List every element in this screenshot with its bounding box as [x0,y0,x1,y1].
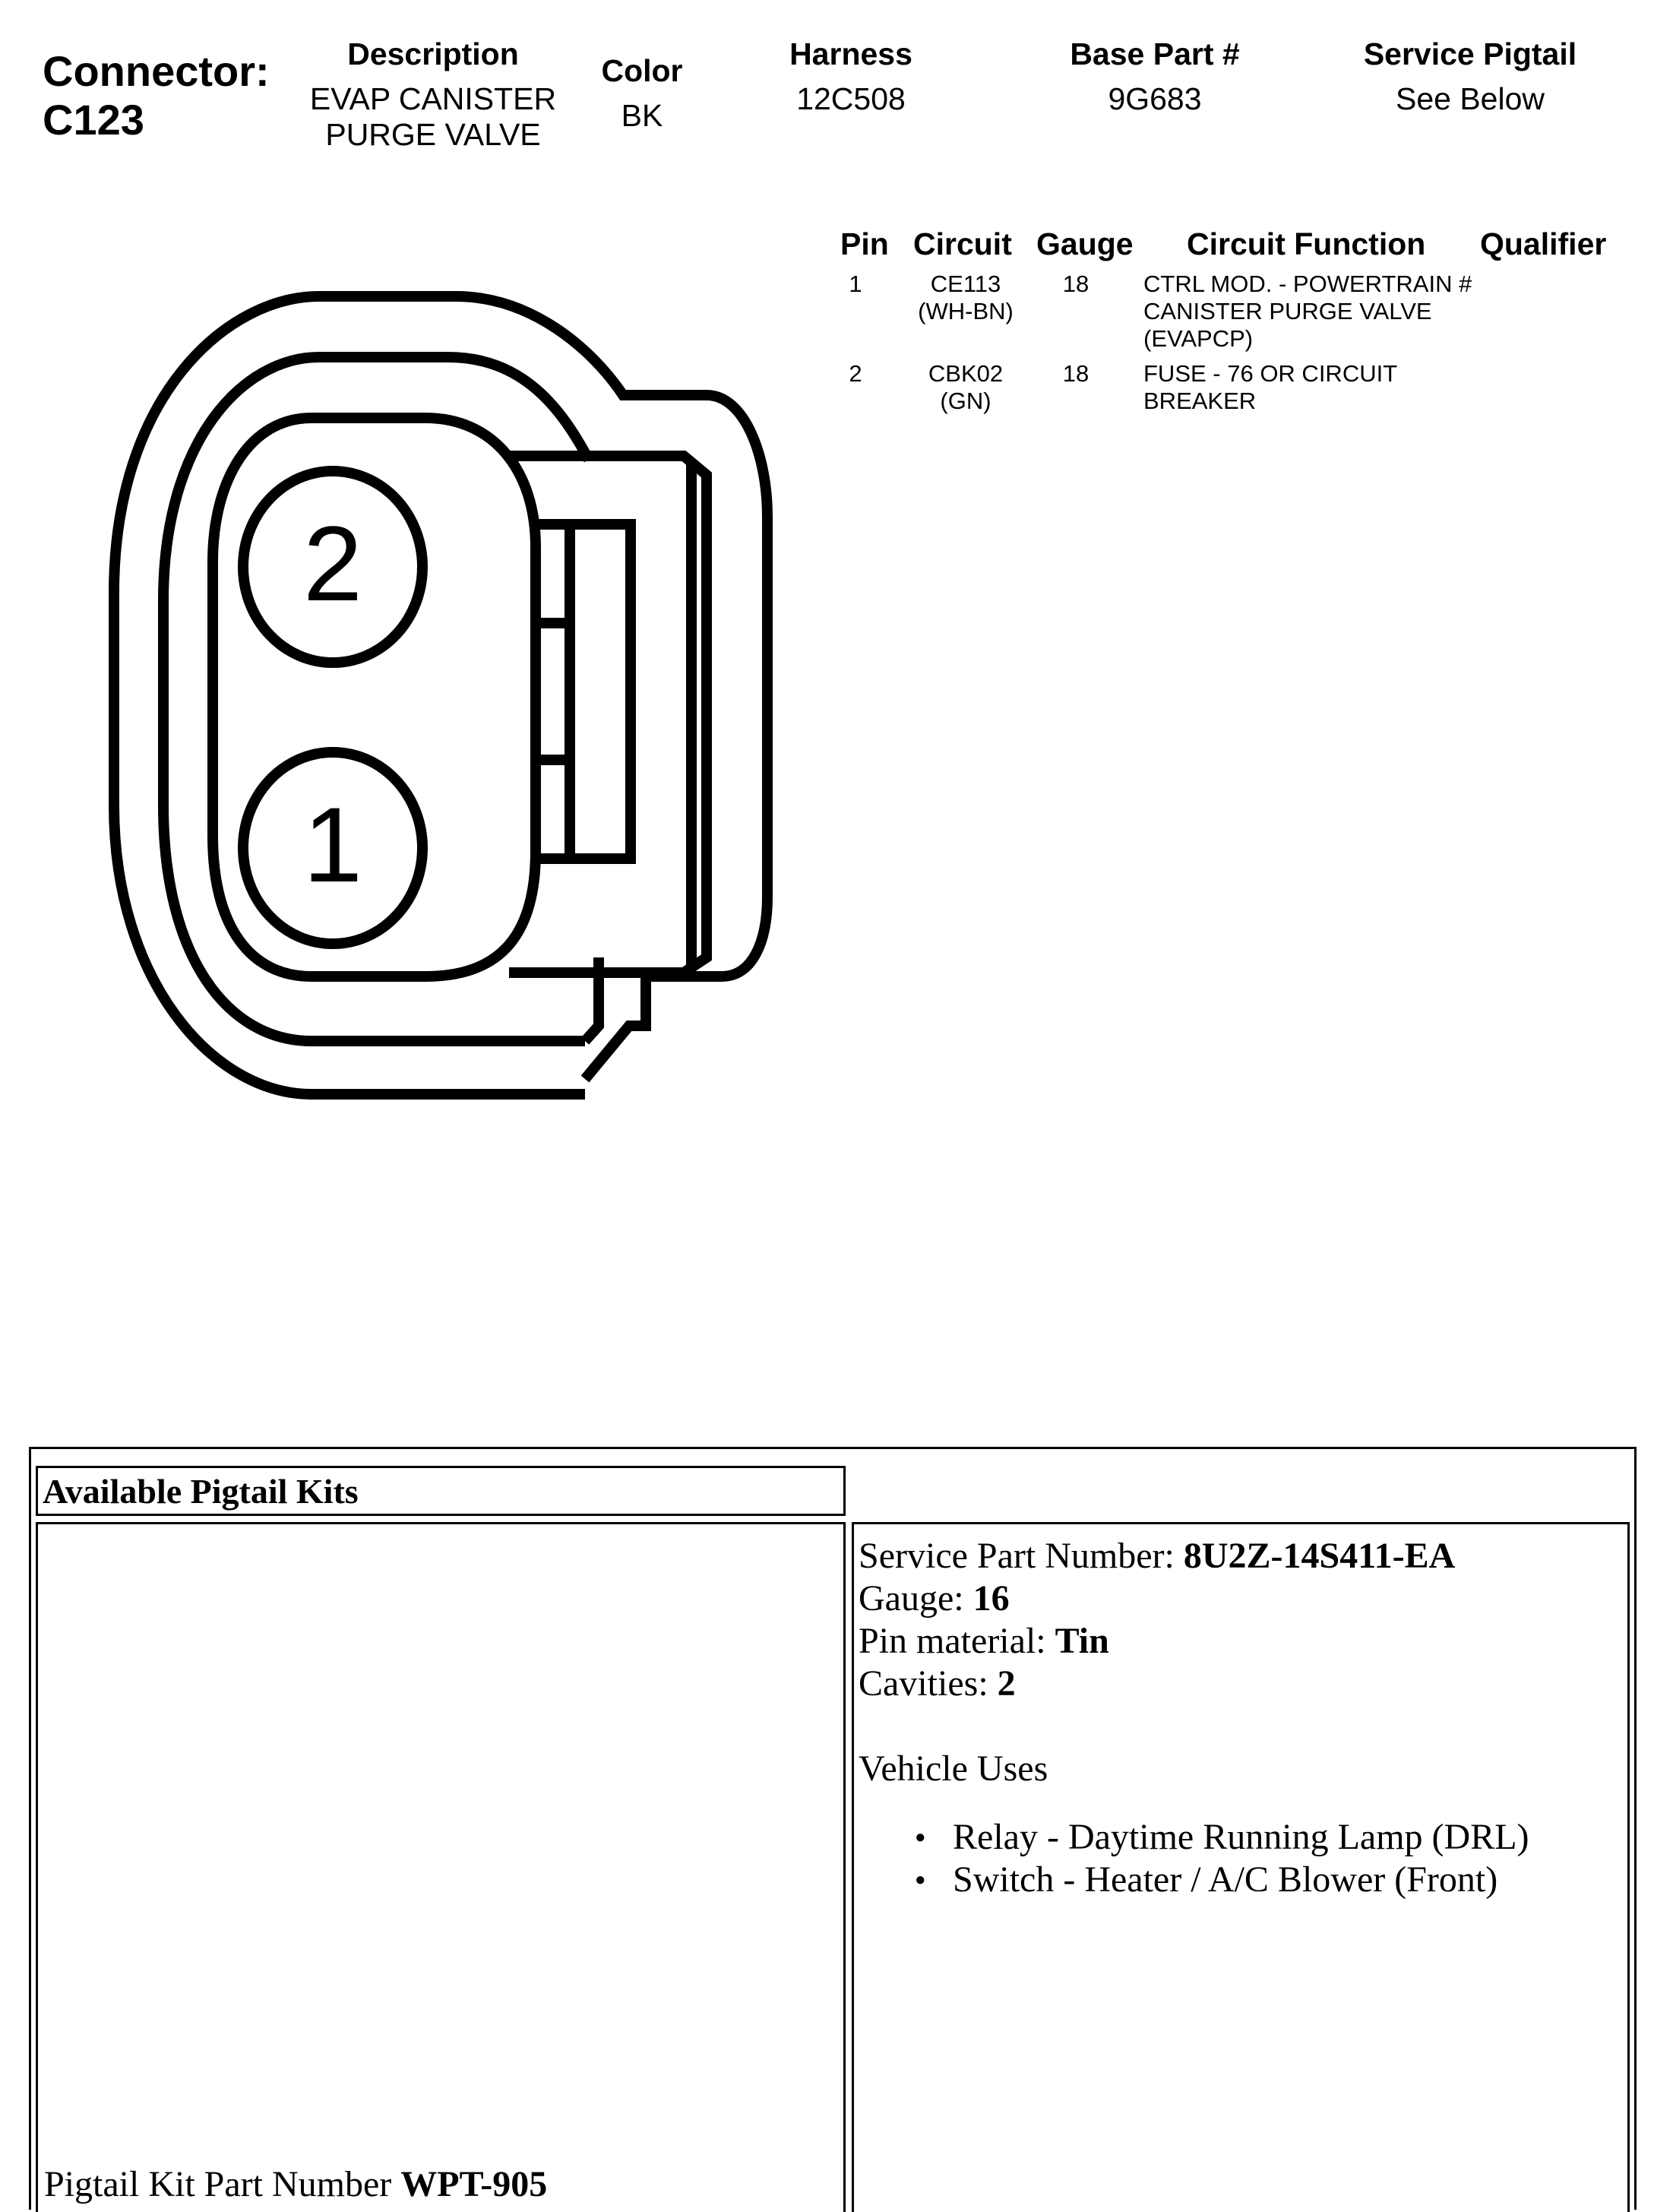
pigtail-kits-heading: Available Pigtail Kits [36,1466,846,1516]
base-part-label: Base Part # [1070,36,1240,71]
pin-header: Pin [840,226,889,261]
description-label: Description [347,36,519,71]
function-line: BREAKER [1143,388,1257,414]
service-part-label: Service Part Number: [859,1536,1184,1576]
circuit-id: CBK02 [928,360,1004,387]
harness-value: 12C508 [796,81,906,116]
connector-title [43,47,270,144]
table-row [833,271,1640,360]
service-part-line [859,1535,1627,1578]
circuit-cell [909,360,1023,415]
lock-tab [536,524,631,859]
base-part-column [1041,36,1269,117]
service-pigtail-column [1326,36,1614,117]
connector-label: Connector: [43,47,270,95]
function-line: (EVAPCP) [1143,325,1254,352]
function-cell [1143,271,1493,353]
harness-column [737,36,965,117]
service-pigtail-label: Service Pigtail [1363,36,1577,71]
harness-label: Harness [789,36,912,71]
pigtail-kit-left-cell [36,1522,846,2212]
pin-material-line [859,1620,1627,1663]
connector-face-diagram [99,274,783,1125]
cavity-2-label: 2 [303,504,362,623]
gauge-value: 16 [972,1578,1010,1619]
service-pigtail-value: See Below [1395,81,1545,116]
cavity-1-label: 1 [303,785,362,904]
gauge-label: Gauge: [859,1578,973,1619]
function-line: FUSE - 76 OR CIRCUIT [1143,360,1398,387]
color-column [574,53,710,134]
list-item: ● Relay - Daytime Running Lamp (DRL) [953,1816,1627,1859]
function-cell [1143,360,1493,415]
pin-material-value: Tin [1055,1621,1109,1661]
circuit-function-header: Circuit Function [1187,226,1426,261]
color-label: Color [601,53,683,88]
table-row [833,360,1640,421]
vehicle-uses-label: Vehicle Uses [859,1748,1048,1789]
description-column [281,36,585,153]
pin-material-label: Pin material: [859,1621,1055,1661]
function-line: CTRL MOD. - POWERTRAIN # [1143,271,1472,297]
kit-part-value: WPT-905 [400,2164,548,2204]
qualifier-header: Qualifier [1480,226,1607,261]
connector-id: C123 [43,96,144,144]
cavities-label: Cavities: [859,1663,998,1704]
cavities-value: 2 [997,1663,1016,1704]
service-part-value: 8U2Z-14S411-EA [1183,1536,1456,1576]
vehicle-uses-list [859,1816,1627,1901]
gauge-header: Gauge [1036,226,1134,261]
color-value: BK [621,98,663,133]
pin-table [833,226,1640,421]
list-item: ● Switch - Heater / A/C Blower (Front) [953,1859,1627,1901]
function-line: CANISTER PURGE VALVE [1143,298,1432,324]
description-line-2: PURGE VALVE [325,117,541,152]
pin-table-header [833,226,1640,271]
circuit-header: Circuit [913,226,1012,261]
description-line-1: EVAP CANISTER [309,81,557,116]
base-part-value: 9G683 [1108,81,1202,116]
circuit-color: (GN) [940,388,991,414]
circuit-color: (WH-BN) [918,298,1014,324]
pigtail-kit-part-number [44,2163,547,2206]
gauge-cell: 18 [1062,271,1089,297]
gauge-cell: 18 [1062,360,1089,387]
cavities-line [859,1663,1627,1705]
pin-number: 1 [849,271,862,297]
pigtail-kits-table [29,1447,1637,2210]
connector-header [0,30,1654,175]
pigtail-kit-details [852,1522,1630,2212]
kit-part-label: Pigtail Kit Part Number [44,2164,401,2204]
gauge-line [859,1578,1627,1620]
circuit-cell [909,271,1023,325]
pin-number: 2 [849,360,862,387]
circuit-id: CE113 [930,271,1001,297]
